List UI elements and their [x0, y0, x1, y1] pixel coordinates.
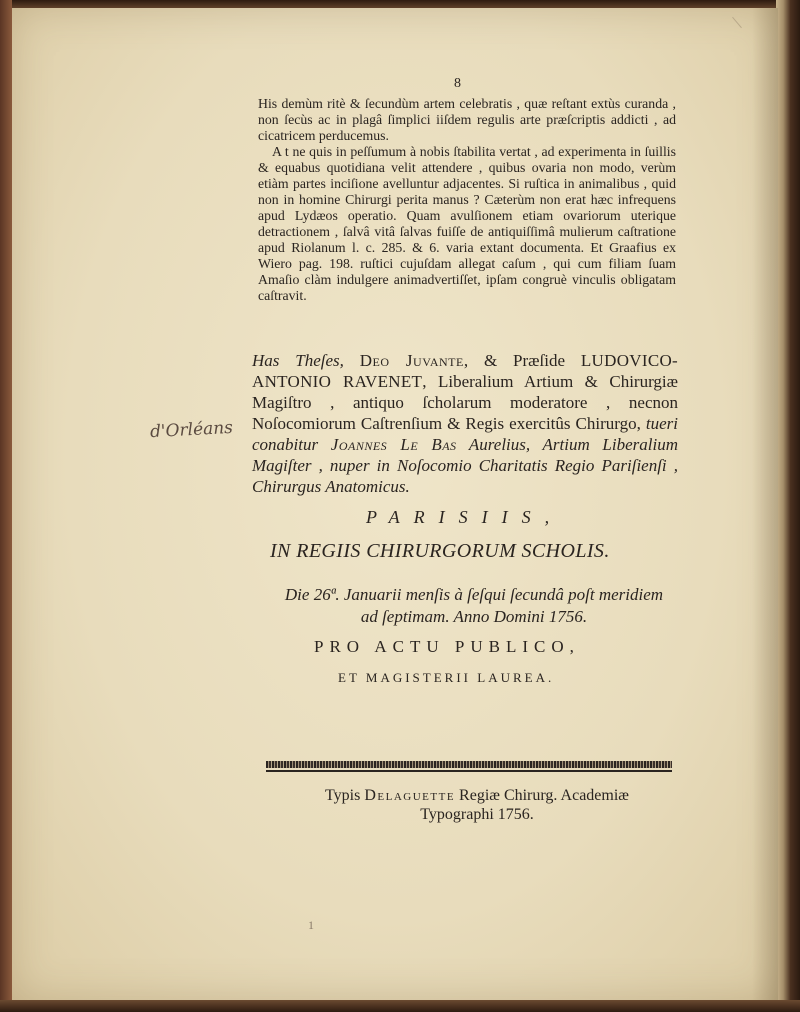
tueri-phrase: tueri conabitur	[252, 414, 678, 454]
printer-ornament-rule	[266, 761, 672, 773]
imprint	[272, 786, 682, 824]
date-line-2: ad ſeptimam. Anno Domini 1756.	[360, 607, 588, 626]
thesis-paragraph	[252, 350, 678, 497]
imprint-line-1-rest: Regiæ Chirurg. Academiæ	[455, 787, 629, 804]
ornament-band	[266, 761, 672, 768]
respondent-name: Joannes Le Bas	[330, 435, 457, 454]
thesis-part-1: , & Præſide	[463, 351, 581, 370]
laurea-heading: ET MAGISTERII LAUREA.	[338, 670, 555, 685]
date-line-1: Die 26ª. Januarii menſis à ſeſqui ſecundâ poſt meridiem	[284, 585, 664, 604]
imprint-line-2: Typographi 1756.	[420, 806, 534, 823]
thesis-part-2: , Liberalium Artium & Chirurgiæ Magiſtro , antiquo ſcholarum moderatore , necnon Noſocomiorum Caſtrenſium & Regis exercitûs Chirurgo,	[252, 372, 678, 433]
gutter-shadow	[752, 8, 778, 1000]
ornament-rule-line	[266, 770, 672, 772]
intro-text	[258, 96, 676, 304]
imprint-typis: Typis	[325, 787, 361, 804]
date-line	[264, 584, 684, 628]
schools-heading: IN REGIIS CHIRURGORUM SCHOLIS.	[270, 540, 610, 562]
respondent-title: Aurelius, Artium Liberalium Magiſter , nuper in Noſocomio Charitatis Regio Pariſienſi , Chirurgus Anatomicus.	[252, 435, 678, 496]
binding-left-edge	[0, 0, 12, 1012]
deo-juvante: Deo Juvante	[359, 351, 464, 370]
binding-bottom-edge	[0, 1000, 800, 1012]
public-act-heading: PRO ACTU PUBLICO,	[314, 637, 580, 656]
praeses-name: LUDOVICO-ANTONIO RAVENET	[252, 351, 679, 391]
pencil-mark: 1	[308, 918, 314, 932]
page-number: 8	[454, 76, 461, 91]
intro-paragraph-2: A t ne quis in peſſumum à nobis ſtabilita vertat , ad experimenta in ſuillis & equabus quotidiana velit attendere , quibus ovaria non modo, verùm etiàm partes inciſione avelluntur adjacentes. Si ruſtica in animalibus , quid non in homine Chirurgi perita manus ? Cæterùm non erat hæc infrequens apud Lydæos operatio. Quam avulſionem etiam ovariorum uterique detractionem , ſalvâ vitâ ſalvas fuiſſe de antiquiſſimâ mulierum caſtratione apud Riolanum l. c. 285. & 6. varia extant documenta. Et Graafius ex Wiero pag. 198. ruſtici cujuſdam allegat caſum , qui cum filiam ſuam Amaſio clàm indulgere animadvertiſſet, ipſam congruè vinculis obligatam caſtravit.	[258, 144, 676, 303]
binding-right-edge	[776, 0, 800, 1012]
place-heading: PARISIIS,	[366, 507, 564, 527]
handwritten-annotation: d'Orléans	[149, 417, 234, 443]
thesis-lead: Has Theſes,	[252, 351, 344, 370]
printer-name: Delaguette	[364, 787, 456, 804]
intro-paragraph-1: His demùm ritè & ſecundùm artem celebratis , quæ reſtant extùs curanda , non ſecùs ac in plagâ ſimplici iiſdem regulis arte præſcriptis addicti , ad cicatricem perducemus.	[258, 96, 676, 143]
imprint-line-1	[272, 786, 682, 805]
